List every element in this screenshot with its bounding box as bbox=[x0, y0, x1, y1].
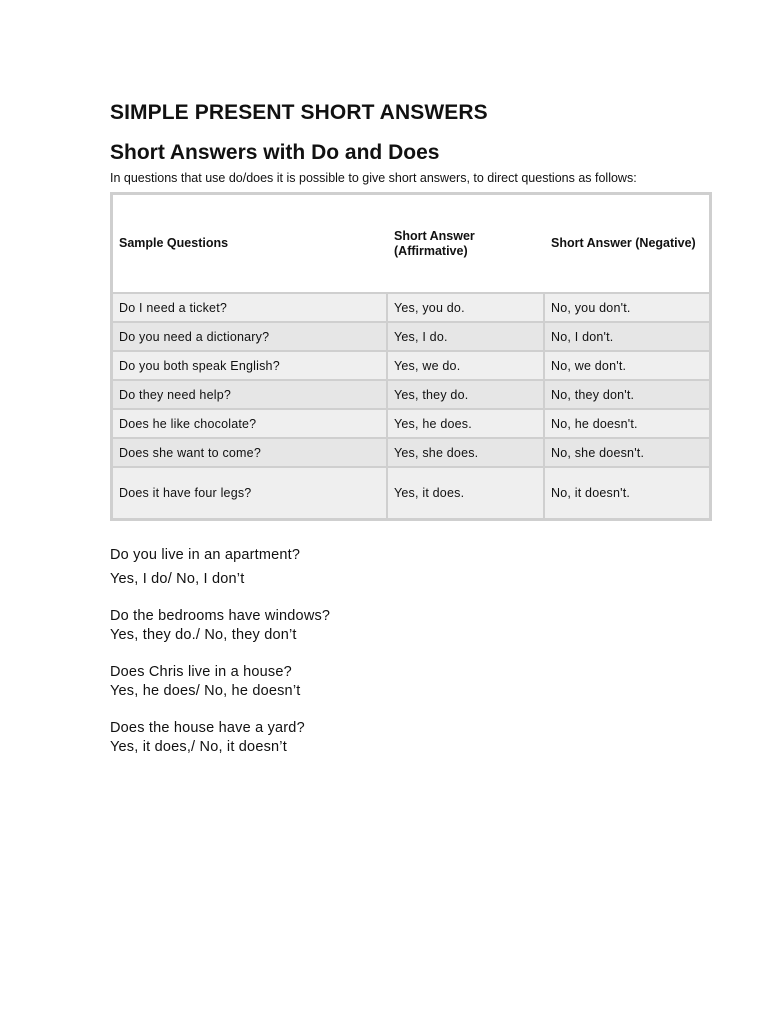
negative-cell: No, you don't. bbox=[545, 292, 709, 321]
negative-cell: No, they don't. bbox=[545, 379, 709, 408]
header-sample-questions: Sample Questions bbox=[113, 195, 388, 292]
affirmative-cell: Yes, I do. bbox=[388, 321, 545, 350]
question-cell: Do I need a ticket? bbox=[113, 292, 388, 321]
short-answers-table-frame bbox=[110, 192, 712, 521]
affirmative-cell: Yes, she does. bbox=[388, 437, 545, 466]
example-question: Does the house have a yard? bbox=[110, 720, 305, 736]
negative-cell: No, he doesn't. bbox=[545, 408, 709, 437]
example-pair bbox=[110, 663, 712, 701]
question-cell: Does it have four legs? bbox=[113, 466, 388, 518]
affirmative-cell: Yes, he does. bbox=[388, 408, 545, 437]
section-title: Short Answers with Do and Does bbox=[110, 141, 440, 164]
affirmative-cell: Yes, it does. bbox=[388, 466, 545, 518]
example-pair bbox=[110, 607, 712, 645]
table-row bbox=[113, 379, 709, 408]
example-dialogues bbox=[110, 546, 712, 757]
affirmative-cell: Yes, they do. bbox=[388, 379, 545, 408]
example-question: Does Chris live in a house? bbox=[110, 664, 292, 680]
table-row bbox=[113, 321, 709, 350]
example-answer: Yes, he does/ No, he doesn’t bbox=[110, 683, 301, 699]
table-row bbox=[113, 350, 709, 379]
table-header-row bbox=[113, 195, 709, 292]
example-question: Do you live in an apartment? bbox=[110, 547, 301, 563]
question-cell: Do they need help? bbox=[113, 379, 388, 408]
question-cell: Does he like chocolate? bbox=[113, 408, 388, 437]
document-page bbox=[110, 100, 712, 775]
question-cell: Do you need a dictionary? bbox=[113, 321, 388, 350]
table-row bbox=[113, 437, 709, 466]
example-question: Do the bedrooms have windows? bbox=[110, 608, 331, 624]
negative-cell: No, we don't. bbox=[545, 350, 709, 379]
table-row bbox=[113, 292, 709, 321]
example-answer: Yes, they do./ No, they don’t bbox=[110, 627, 297, 643]
table-row bbox=[113, 408, 709, 437]
example-answer: Yes, it does,/ No, it doesn’t bbox=[110, 739, 287, 755]
header-negative: Short Answer (Negative) bbox=[545, 195, 709, 292]
short-answers-table bbox=[113, 195, 709, 518]
example-pair bbox=[110, 719, 712, 757]
document-title: SIMPLE PRESENT SHORT ANSWERS bbox=[110, 101, 488, 124]
header-affirmative: Short Answer (Affirmative) bbox=[388, 195, 545, 292]
question-cell: Does she want to come? bbox=[113, 437, 388, 466]
example-pair bbox=[110, 546, 712, 589]
affirmative-cell: Yes, we do. bbox=[388, 350, 545, 379]
negative-cell: No, she doesn't. bbox=[545, 437, 709, 466]
affirmative-cell: Yes, you do. bbox=[388, 292, 545, 321]
negative-cell: No, it doesn't. bbox=[545, 466, 709, 518]
negative-cell: No, I don't. bbox=[545, 321, 709, 350]
example-answer: Yes, I do/ No, I don’t bbox=[110, 571, 245, 587]
question-cell: Do you both speak English? bbox=[113, 350, 388, 379]
intro-paragraph: In questions that use do/does it is possible to give short answers, to direct questions as follows: bbox=[110, 171, 637, 185]
table-row bbox=[113, 466, 709, 518]
